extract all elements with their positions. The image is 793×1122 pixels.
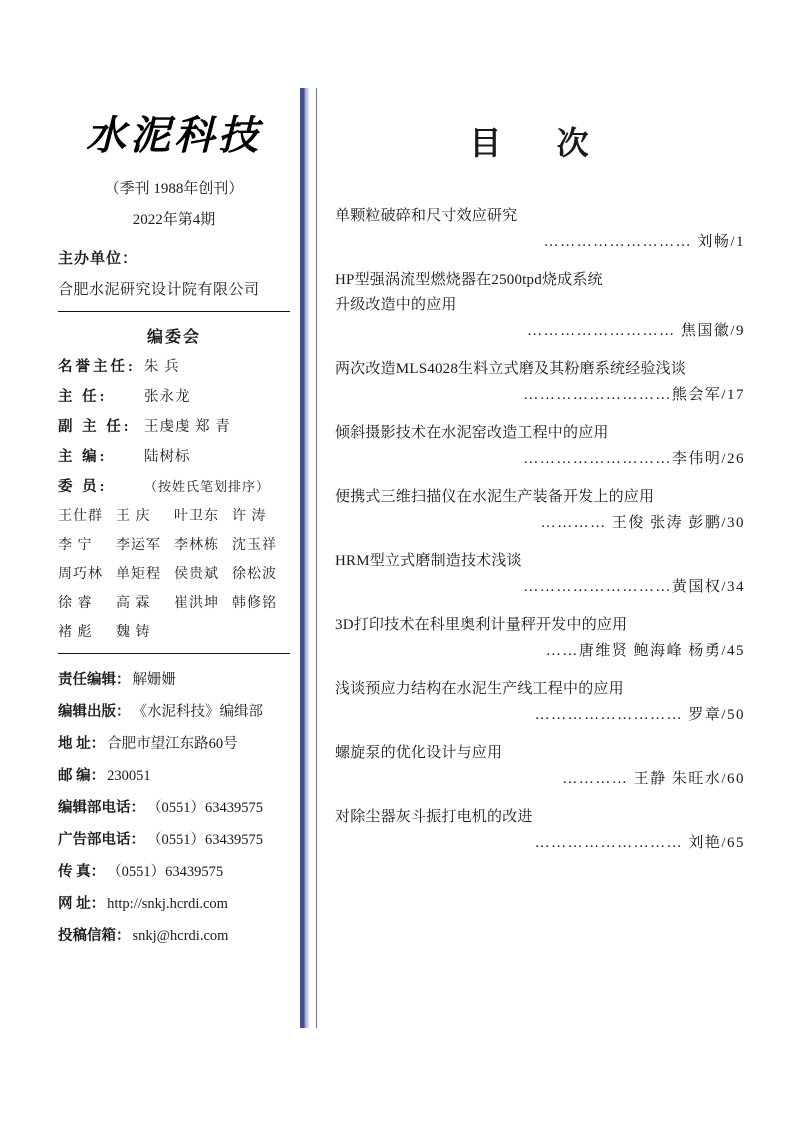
board-member: 王 庆	[116, 509, 151, 524]
board-member	[232, 621, 290, 641]
colophon-row	[58, 700, 290, 721]
board-member: 叶卫东	[174, 509, 219, 524]
board-names: 朱 兵	[144, 359, 180, 375]
toc-entry[interactable]	[335, 204, 745, 255]
board-role: 主 编:	[58, 449, 108, 465]
board-names: 张永龙	[144, 389, 191, 405]
journal-subtitle: （季刊 1988年创刊）	[104, 181, 244, 197]
board-member: 李运军	[116, 538, 161, 553]
toc-entry-author-page: ……………………… 刘艳/65	[534, 835, 745, 851]
toc-entry[interactable]	[335, 741, 745, 792]
colophon-label: 投稿信箱：	[58, 928, 131, 944]
colophon-row	[58, 828, 290, 849]
toc-entry-author-page: ………………………熊会军/17	[523, 387, 745, 403]
toc-entry-title: 浅谈预应力结构在水泥生产线工程中的应用	[335, 681, 624, 697]
journal-issue: 2022年第4期	[132, 212, 216, 228]
toc-entry-title: 便携式三维扫描仪在水泥生产装备开发上的应用	[335, 489, 655, 505]
board-member-row	[58, 505, 290, 525]
colophon-value: （0551）63439575	[107, 864, 224, 880]
toc-entry-author-page: ………………………李伟明/26	[523, 451, 745, 467]
colophon-label: 地 址：	[58, 736, 106, 752]
website-url[interactable]: http://snkj.hcrdi.com	[107, 896, 228, 912]
board-member-row	[58, 534, 290, 554]
board-member	[174, 621, 232, 641]
toc-entry-author-page: ……………………… 刘畅/1	[543, 234, 745, 250]
colophon-value: 解姗姗	[132, 672, 176, 688]
toc-entry[interactable]	[335, 268, 745, 344]
board-member: 王仕群	[58, 509, 103, 524]
board-member: 褚 彪	[58, 625, 93, 640]
colophon-label: 广告部电话：	[58, 832, 145, 848]
board-member: 徐松波	[232, 567, 277, 582]
board-row	[58, 475, 290, 496]
toc-entry[interactable]	[335, 613, 745, 664]
toc-entry-author-page: ……………………… 焦国徽/9	[527, 323, 745, 339]
colophon	[58, 668, 290, 945]
colophon-label: 责任编辑：	[58, 672, 131, 688]
board-row	[58, 415, 290, 436]
board-row	[58, 445, 290, 466]
journal-title: 水泥科技	[86, 112, 262, 159]
board-member: 沈玉祥	[232, 538, 277, 553]
colophon-row	[58, 668, 290, 689]
toc-entry-title: 螺旋泵的优化设计与应用	[335, 745, 503, 761]
toc-entry-title: 两次改造MLS4028生料立式磨及其粉磨系统经验浅谈	[335, 361, 687, 377]
toc-entry-title: 单颗粒破碎和尺寸效应研究	[335, 208, 518, 224]
board-names-note: （按姓氏笔划排序）	[144, 479, 271, 494]
colophon-label: 网 址：	[58, 896, 106, 912]
toc-entry-author-page: ……………………… 罗章/50	[534, 707, 745, 723]
board-member: 李林栋	[174, 538, 219, 553]
toc-entry-author-page: ………… 王静 朱旺水/60	[562, 771, 745, 787]
colophon-row	[58, 892, 290, 913]
board-row	[58, 385, 290, 406]
board-member: 许 涛	[232, 509, 267, 524]
toc-entry[interactable]	[335, 677, 745, 728]
board-member-row	[58, 621, 290, 641]
colophon-value: （0551）63439575	[147, 832, 263, 848]
board-member: 单矩程	[116, 567, 161, 582]
masthead-column	[58, 96, 290, 956]
toc-entry-title: HRM型立式磨制造技术浅谈	[335, 553, 522, 569]
board-member: 李 宁	[58, 538, 93, 553]
toc-entry-title: HP型强涡流型燃烧器在2500tpd烧成系统	[335, 272, 603, 288]
board-member: 周巧林	[58, 567, 103, 582]
contents-column	[335, 100, 745, 869]
host-label: 主办单位：	[58, 251, 139, 267]
board-role: 主 任:	[58, 389, 108, 405]
toc-entry-title-line2: 升级改造中的应用	[335, 297, 457, 313]
board-role: 名誉主任:	[58, 359, 136, 375]
colophon-row	[58, 796, 290, 817]
board-member: 高 霖	[116, 596, 151, 611]
colophon-row	[58, 860, 290, 881]
colophon-label: 邮 编：	[58, 768, 106, 784]
submission-email[interactable]: snkj@hcrdi.com	[132, 928, 229, 944]
board-role: 副 主 任:	[58, 419, 132, 435]
board-row	[58, 355, 290, 376]
toc-entry[interactable]	[335, 549, 745, 600]
divider-rule-1	[58, 311, 290, 312]
board-member-row	[58, 592, 290, 612]
board-member: 侯贵斌	[174, 567, 219, 582]
toc-entry[interactable]	[335, 357, 745, 408]
colophon-value: （0551）63439575	[147, 800, 263, 816]
board-member: 韩修铭	[232, 596, 277, 611]
vertical-divider-line	[316, 88, 317, 1028]
toc-entry[interactable]	[335, 421, 745, 472]
board-names: 王虔虔 郑 青	[144, 419, 231, 435]
toc-entry-author-page: ………… 王俊 张涛 彭鹏/30	[540, 515, 745, 531]
colophon-label: 编辑部电话：	[58, 800, 145, 816]
toc-entry[interactable]	[335, 485, 745, 536]
board-names: 陆树标	[144, 449, 191, 465]
colophon-value: 230051	[107, 768, 151, 784]
board-member: 魏 铸	[116, 625, 151, 640]
toc-entry[interactable]	[335, 805, 745, 856]
divider-rule-2	[58, 653, 290, 654]
toc-entry-title: 倾斜摄影技术在水泥窑改造工程中的应用	[335, 425, 609, 441]
toc-entry-title: 3D打印技术在科里奥利计量秤开发中的应用	[335, 617, 628, 633]
colophon-row	[58, 924, 290, 945]
toc-entry-author-page: ………………………黄国权/34	[523, 579, 745, 595]
board-member-row	[58, 563, 290, 583]
colophon-label: 传 真：	[58, 864, 106, 880]
editorial-board-title: 编委会	[146, 329, 201, 346]
colophon-row	[58, 732, 290, 753]
board-member: 崔洪坤	[174, 596, 219, 611]
host-name: 合肥水泥研究设计院有限公司	[58, 282, 260, 298]
board-role: 委 员:	[58, 479, 108, 495]
colophon-label: 编辑出版：	[58, 704, 131, 720]
colophon-value: 合肥市望江东路60号	[107, 736, 238, 752]
contents-title: 目 次	[469, 124, 611, 162]
toc-entry-title: 对除尘器灰斗振打电机的改进	[335, 809, 533, 825]
colophon-row	[58, 764, 290, 785]
board-member: 徐 睿	[58, 596, 93, 611]
board-member-grid	[58, 505, 290, 641]
toc-entry-author-page: ……唐维贤 鲍海峰 杨勇/45	[545, 643, 745, 659]
colophon-value: 《水泥科技》编缉部	[132, 704, 263, 720]
vertical-divider-bar	[300, 88, 310, 1028]
